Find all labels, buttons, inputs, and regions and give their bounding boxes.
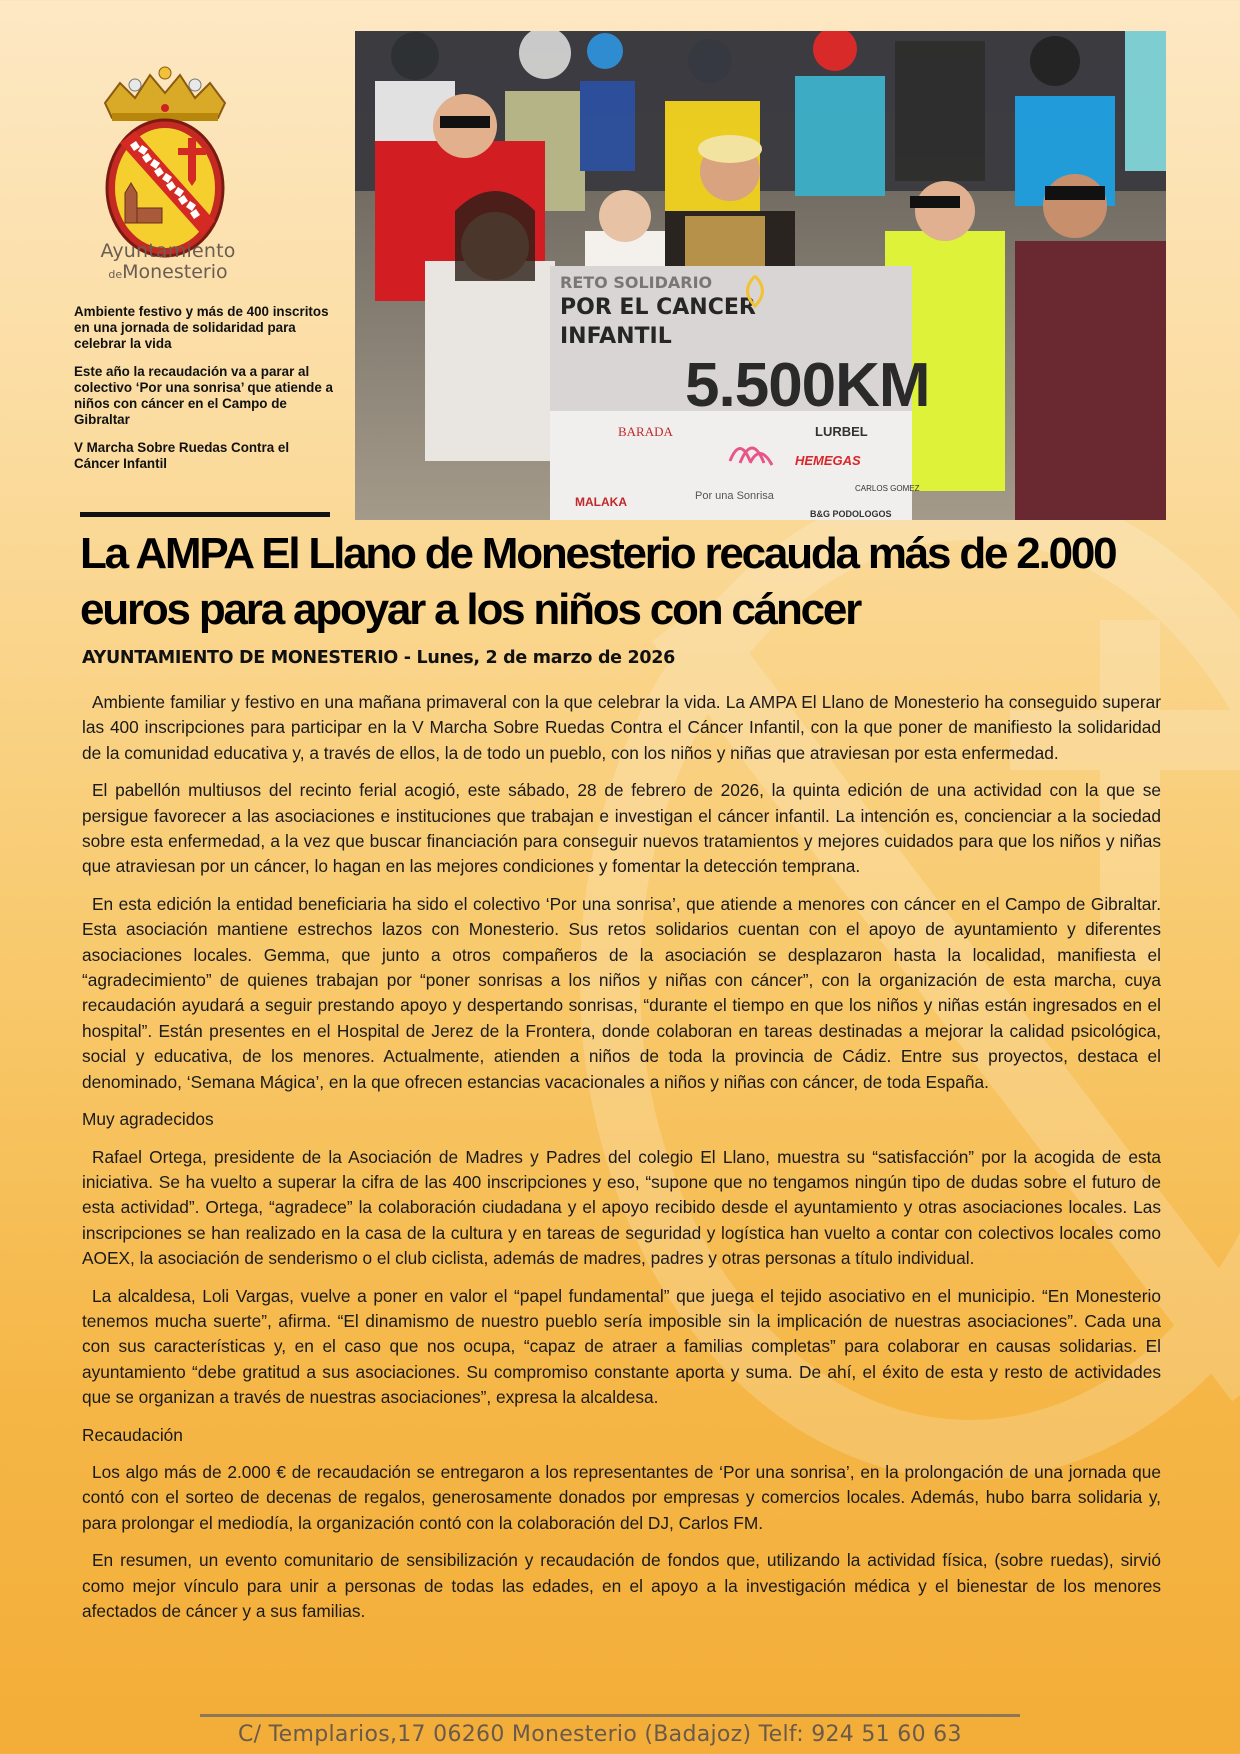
highlight-3: V Marcha Sobre Ruedas Contra el Cáncer Infantil [74,440,290,471]
paragraph: Los algo más de 2.000 € de recaudación se entregaron a los representantes de ‘Por una sonrisa’, en la prolongación de una jornada que contó con el sorteo de decenas de regalos, generosamente donados por empresas y comercios locales. Además, hubo barra solidaria y, para prolongar el mediodía, la organización contó con la colaboración del DJ, Carlos FM. [82,1461,1161,1533]
highlight-1: Ambiente festivo y más de 400 inscritos en una jornada de solidaridad para celebrar la vida [74,304,329,351]
article-byline: AYUNTAMIENTO DE MONESTERIO - Lunes, 2 de marzo de 2026 [82,648,676,668]
article-headline: La AMPA El Llano de Monesterio recauda más de 2.000 euros para apoyar a los niños con cáncer [80,529,1116,634]
sponsor-malaka: MALAKA [575,495,627,509]
highlight-2: Este año la recaudación va a parar al colectivo ‘Por una sonrisa’ que atiende a niños con cáncer en el Campo de Gibraltar [74,364,333,427]
logo-caption-ayuntamiento: Ayuntamiento [100,240,236,262]
solidarity-banner [550,266,930,520]
banner-big-text: 5.500KM [685,351,930,420]
footer-address: C/ Templarios,17 06260 Monesterio (Badajoz) Telf: 924 51 60 63 [238,1722,962,1747]
logo-caption-de: de [108,268,123,281]
paragraph: El pabellón multiusos del recinto ferial acogió, este sábado, 28 de febrero de 2026, la quinta edición de una actividad con la que se persigue favorecer a las asociaciones e instituciones que trabajan e investigan el cáncer infantil. La intención es, concienciar a la sociedad sobre esta enfermedad, a la vez que buscar financiación para conseguir nuevos tratamientos y mejores cuidados para que los niños y niñas que atraviesan por un cáncer, lo hagan en las mejores condiciones y fomentar la detección temprana. [82,780,1161,877]
sponsor-bg-podologos: B&G PODOLOGOS [810,509,892,519]
banner-top-text: RETO SOLIDARIO [560,273,713,292]
logo-caption-town: Monesterio [122,261,228,283]
divider-rule [80,512,330,517]
sponsor-carlos-gomez: CARLOS GOMEZ [855,484,920,493]
paragraph: En resumen, un evento comunitario de sensibilización y recaudación de fondos que, utilizando la actividad física, (sobre ruedas), sirvió como mejor vínculo para unir a personas de todas las edades, en el apoyo a la investigación médica y el bienestar de los menores afectados de cáncer y a sus familias. [82,1550,1161,1621]
sponsor-lurbel: LURBEL [815,424,868,439]
logo-caption-monesterio [88,261,248,283]
sponsor-barada: BARADA [618,424,673,439]
banner-line2: INFANTIL [560,324,672,349]
paragraph: La alcaldesa, Loli Vargas, vuelve a poner en valor el “papel fundamental” que juega el tejido asociativo en el municipio. “En Monesterio tenemos mucha suerte”, afirma. “El dinamismo de nuestro pueblo sería imposible sin la implicación de nuestras asociaciones”. Cada una con sus características y, en el caso que nos ocupa, “capaz de atraer a familias completas” para colaborar en causas solidarias. El ayuntamiento “debe gratitud a sus asociaciones. Su compromiso constante aporta y suma. De ahí, el éxito de esta y resto de actividades que se organizan a través de nuestras asociaciones”, expresa la alcaldesa. [82,1285,1161,1408]
article-body [82,690,1161,1636]
banner-line1: POR EL CANCER [560,295,756,320]
event-photo [355,31,1166,520]
paragraph: En esta edición la entidad beneficiaria ha sido el colectivo ‘Por una sonrisa’, que atiende a menores con cáncer en el Campo de Gibraltar. Esta asociación mantiene estrechos lazos con Monesterio. Sus retos solidarios cuentan con el apoyo de ayuntamiento y diferentes asociaciones locales. Gemma, que junto a otros compañeros de la asociación se desplazaron hasta la localidad, manifiesta el “agradecimiento” de quienes trabajan por “poner sonrisas a los niños y niñas con cáncer”, con la organización de esta marcha, cuya recaudación ayudará a seguir prestando apoyo y despertando sonrisas, “durante el tiempo en que los niños y niñas están ingresados en el hospital”. Están presentes en el Hospital de Jerez de la Frontera, donde colaboran en tareas destinadas a mejorar la calidad psicológica, social y educativa, de los menores. Actualmente, atienden a niños de toda la provincia de Cádiz. Entre sus proyectos, destaca el denominado, ‘Semana Mágica’, en la que ofrecen estancias vacacionales a niños y niñas con cáncer, de toda España. [82,893,1161,1092]
paragraph: Ambiente familiar y festivo en una mañana primaveral con la que celebrar la vida. La AMPA El Llano de Monesterio ha conseguido superar las 400 inscripciones para participar en la V Marcha Sobre Ruedas Contra el Cáncer Infantil, con la que poner de manifiesto la solidaridad de la comunidad educativa y, a través de ellos, la de todo un pueblo, con los niños y niñas que atraviesan por esta enfermedad. [82,692,1161,763]
sponsor-por-una-sonrisa: Por una Sonrisa [695,490,774,502]
footer-divider [200,1714,1020,1717]
sponsor-hemegas: HEMEGAS [795,453,861,468]
crown-icon [105,67,225,121]
sidebar-highlights [74,304,336,484]
subheading-recaudacion: Recaudación [82,1424,183,1445]
paragraph: Rafael Ortega, presidente de la Asociación de Madres y Padres del colegio El Llano, muestra su “satisfacción” por la acogida de esta iniciativa. Se ha vuelto a superar la cifra de las 400 inscripciones y eso, “supone que no tengamos ningún tipo de dudas sobre el futuro de esta actividad”. Ortega, “agradece” la colaboración ciudadana y el apoyo recibido desde el ayuntamiento y otras asociaciones locales. Las inscripciones se han realizado en la casa de la cultura y en tareas de seguridad y logística han vuelto a contar con colectivos locales como AOEX, la asociación de senderismo o el club ciclista, además de madres, padres y otras personas a título individual. [82,1146,1161,1269]
event-photo-illustration [355,31,1166,520]
subheading-muy-agradecidos: Muy agradecidos [82,1109,214,1130]
